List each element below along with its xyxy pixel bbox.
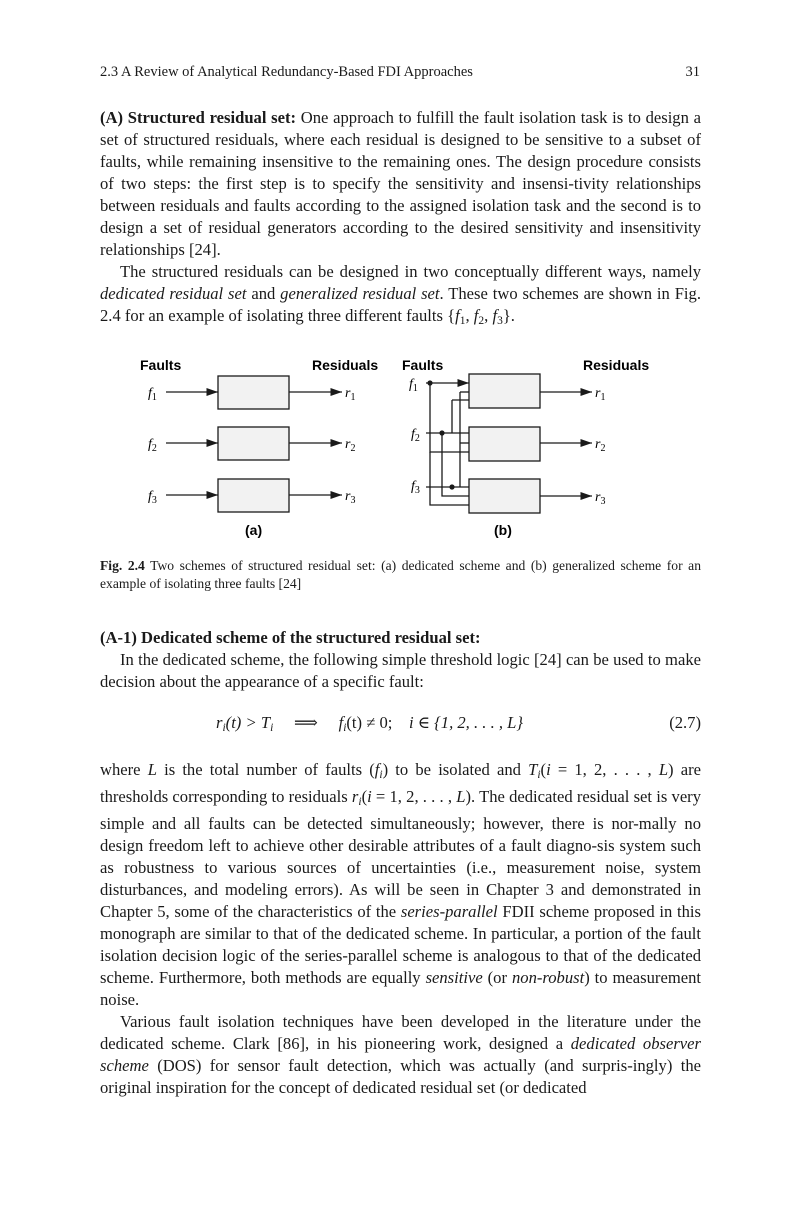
residual-generator-b1 (469, 374, 540, 408)
panel-label-b: (b) (494, 522, 512, 538)
residual-output-b2: r2 (595, 437, 606, 454)
residual-output-b3: r3 (595, 490, 606, 507)
page-number: 31 (685, 64, 700, 80)
figure-caption: Fig. 2.4 Two schemes of structured residual set: (a) dedicated scheme and (b) generalized scheme for an example of isolating three faults [24] (100, 558, 701, 591)
paragraph-dedicated-description: where L is the total number of faults $(f_i)$ to be isolated and $T_i(i = 1$, 2, . . . , L) are thresholds corresponding to residuals $r_i(i = 1$, 2, . . . , L). The dedicated residual set is very simple and all faults can be detected simultaneously; however, there is nor-mally no design freedom left to achieve other desirable attributes of a fault diagno-sis system such as robustness to various sources of uncertainties (i.e., measurement noise, system disturbances, and modeling errors). As will be seen in Chapter 3 and demonstrated in Chapter 5, some of the characteristics of the series-parallel FDII scheme proposed in this monograph are similar to that of the dedicated scheme. In particular, a portion of the fault isolation decision logic of the series-parallel scheme is analogous to that of the dedicated scheme. Furthermore, both methods are equally sensitive (or non-robust) to measurement noise. (100, 760, 702, 1009)
panel-b-generalized-scheme (402, 357, 649, 538)
residual-generator-a1 (218, 376, 289, 409)
equation-number: (2.7) (669, 713, 701, 732)
faults-label-a: Faults (140, 357, 182, 373)
residual-output-a3: r3 (345, 489, 356, 506)
paragraph-fault-isolation-techniques: Various fault isolation techniques have been developed in the literature under the dedicated scheme. Clark [86], in his pioneering work, designed a dedicated observer scheme (DOS) for sensor fault detection, which was actually (and surpris-ingly) the original inspiration for the concept of dedicated residual set (or dedicated (100, 1012, 701, 1097)
faults-label-b: Faults (402, 357, 444, 373)
paragraph-threshold-logic: In the dedicated scheme, the following simple threshold logic [24] can be used to make decision about the appearance of a specific fault: (100, 650, 701, 691)
residual-output-a1: r1 (345, 386, 356, 403)
running-head-section: 2.3 A Review of Analytical Redundancy-Based FDI Approaches (100, 64, 473, 80)
residual-generator-a2 (218, 427, 289, 460)
section-heading: (A-1) Dedicated scheme of the structured residual set: (100, 628, 481, 647)
section-a1 (100, 627, 701, 693)
fault-input-a2: f2 (148, 437, 157, 454)
residual-output-a2: r2 (345, 437, 356, 454)
paragraph-structured-residual-set: (A) Structured residual set: One approach to fulfill the fault isolation task is to design a set of structured residuals, where each residual is designed to be sensitive to a subset of faults, while remaining insensitive to the remaining ones. The design procedure consists of two steps: the first step is to specify the sensitivity and insensi-tivity relationships between residuals and faults according to the assigned isolation task and the second is to design a set of residual generators according to the desired sensitivity and insensitivity relationships [24]. (100, 108, 701, 259)
running-head (100, 64, 700, 81)
residual-output-b1: r1 (595, 386, 606, 403)
paragraph-two-schemes: The structured residuals can be designed in two conceptually different ways, namely dedicated residual set and generalized residual set. These two schemes are shown in Fig. 2.4 for an example of isolating three different faults {f1, f2, f3}. (100, 262, 701, 327)
fault-input-a3: f3 (148, 489, 157, 506)
residual-generator-b3 (469, 479, 540, 513)
panel-label-a: (a) (245, 522, 263, 538)
panel-a-dedicated-scheme (140, 357, 378, 538)
fault-input-b1: f1 (409, 377, 418, 394)
residual-generator-b2 (469, 427, 540, 461)
text-block-bottom (100, 759, 701, 1099)
residuals-label-b: Residuals (583, 357, 650, 373)
fault-input-b3: f3 (411, 479, 420, 496)
equation-2-7 (100, 713, 701, 737)
text-block-top (100, 107, 701, 332)
residuals-label-a: Residuals (312, 357, 379, 373)
residual-generator-a3 (218, 479, 289, 512)
fault-input-b2: f2 (411, 427, 420, 444)
equation-body: $r_i(t) > T_i$ ⟹ $f_i(t) \ne 0$; i ∈ {1, 2, . . . , L} (216, 713, 524, 734)
fault-input-a1: f1 (148, 386, 157, 403)
